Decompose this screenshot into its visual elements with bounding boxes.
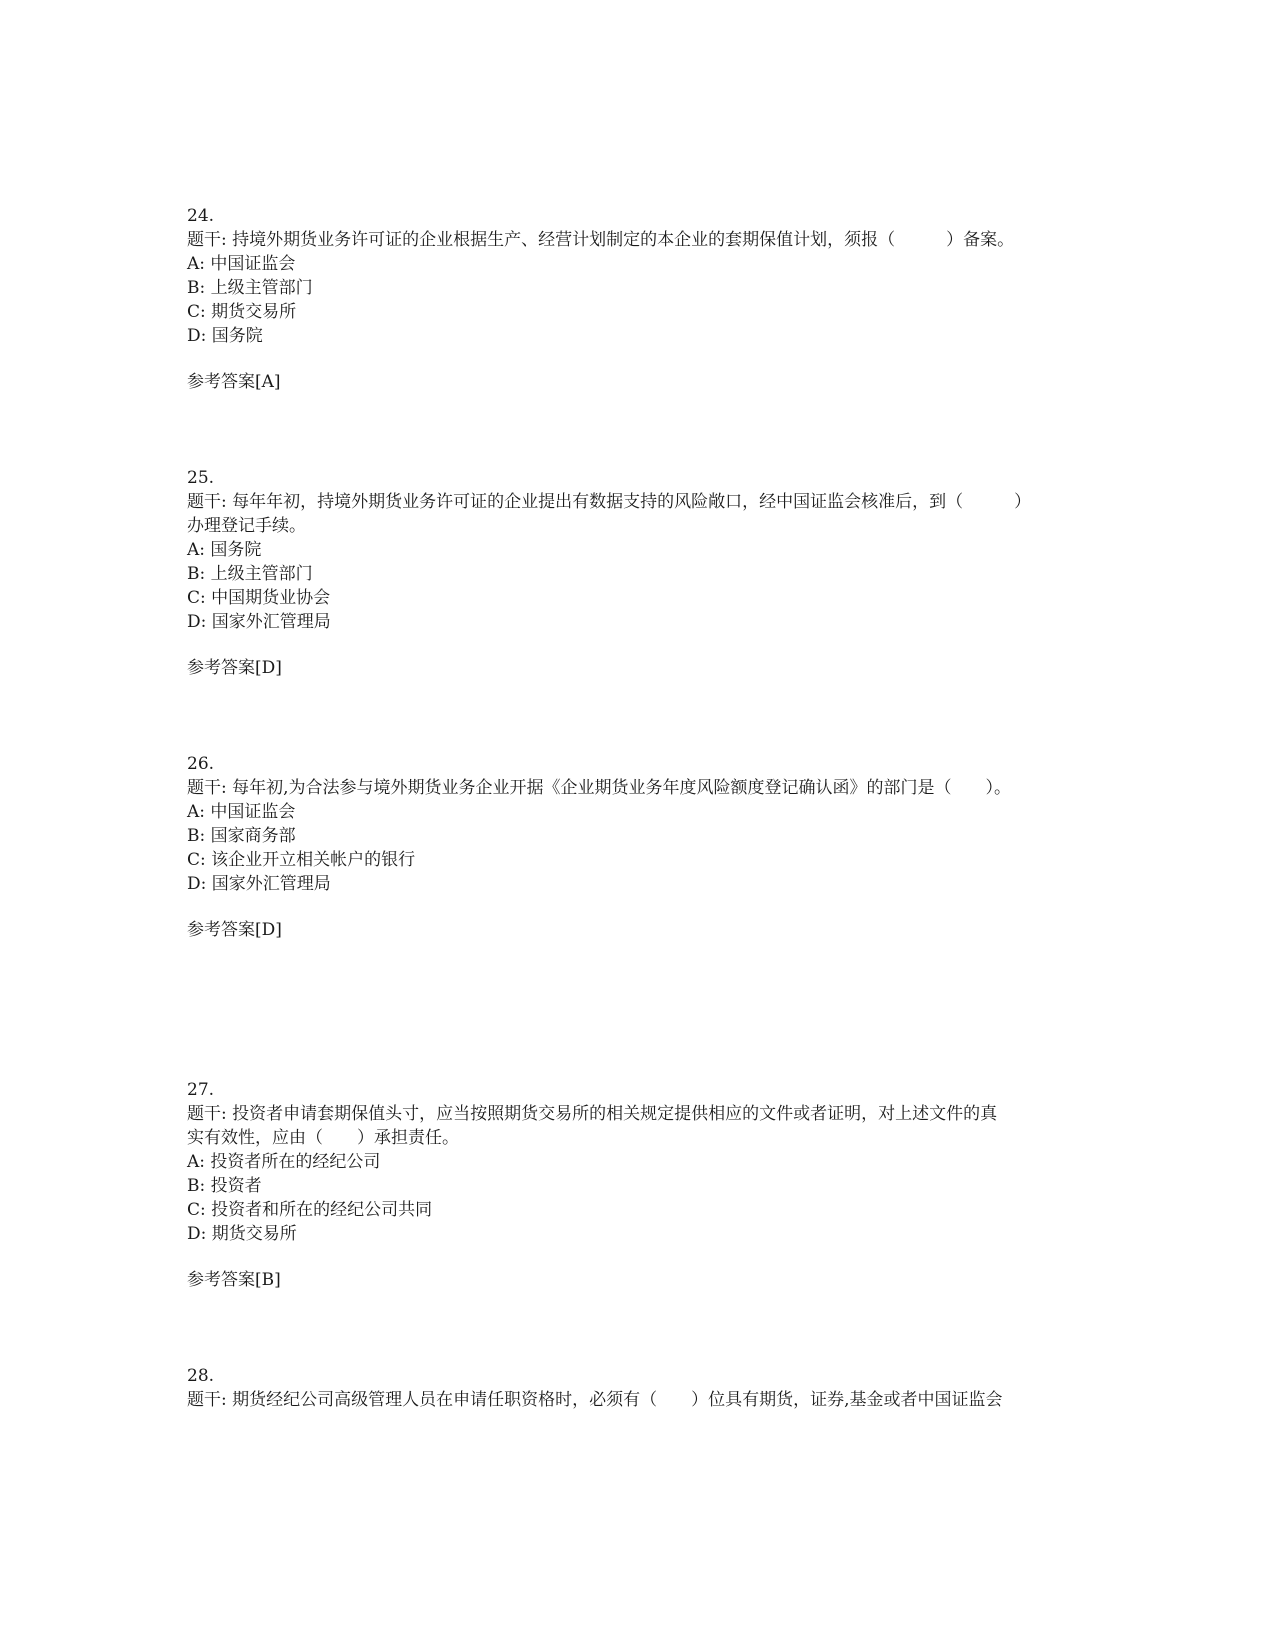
option-d: D: 国家外汇管理局 [187,874,331,894]
option-c: C: 中国期货业协会 [187,588,331,608]
option-a: A: 国务院 [187,540,262,560]
question-stem [187,776,1107,800]
option-c: C: 该企业开立相关帐户的银行 [187,850,416,870]
reference-answer: 参考答案[D] [187,920,282,940]
question-stem-line: 题干: 期货经纪公司高级管理人员在申请任职资格时，必须有（ ）位具有期货，证券,基金或者中国证监会 [187,1390,1003,1410]
option-b: B: 上级主管部门 [187,564,313,584]
question-number: 24. [187,206,215,226]
question-stem [187,1102,1107,1150]
question-number: 28. [187,1366,215,1386]
option-c: C: 期货交易所 [187,302,297,322]
question-stem-line: 题干: 每年初,为合法参与境外期货业务企业开据《企业期货业务年度风险额度登记确认函》的部门是（ ）。 [187,778,1012,798]
question-stem-line: 办理登记手续。 [187,516,306,536]
option-d: D: 期货交易所 [187,1224,297,1244]
option-c: C: 投资者和所在的经纪公司共同 [187,1200,433,1220]
option-d: D: 国家外汇管理局 [187,612,331,632]
question-stem-line: 题干: 持境外期货业务许可证的企业根据生产、经营计划制定的本企业的套期保值计划，须报（ ）备案。 [187,230,1015,250]
question-24 [187,204,1107,394]
question-number: 25. [187,468,215,488]
question-number: 27. [187,1080,215,1100]
option-b: B: 上级主管部门 [187,278,313,298]
question-stem-line: 实有效性，应由（ ）承担责任。 [187,1128,459,1148]
option-a: A: 中国证监会 [187,254,296,274]
question-25 [187,466,1107,680]
option-a: A: 投资者所在的经纪公司 [187,1152,381,1172]
question-26 [187,752,1107,942]
question-27 [187,1078,1107,1292]
question-stem [187,490,1107,538]
reference-answer: 参考答案[B] [187,1270,281,1290]
question-number: 26. [187,754,215,774]
question-stem [187,228,1107,252]
question-stem-line: 题干: 每年年初，持境外期货业务许可证的企业提出有数据支持的风险敞口，经中国证监会核准后，到（ ） [187,492,1032,512]
option-b: B: 投资者 [187,1176,262,1196]
option-a: A: 中国证监会 [187,802,296,822]
question-stem [187,1388,1107,1412]
option-b: B: 国家商务部 [187,826,296,846]
reference-answer: 参考答案[A] [187,372,281,392]
reference-answer: 参考答案[D] [187,658,282,678]
question-28 [187,1364,1107,1412]
option-d: D: 国务院 [187,326,263,346]
question-stem-line: 题干: 投资者申请套期保值头寸，应当按照期货交易所的相关规定提供相应的文件或者证明，对上述文件的真 [187,1104,998,1124]
